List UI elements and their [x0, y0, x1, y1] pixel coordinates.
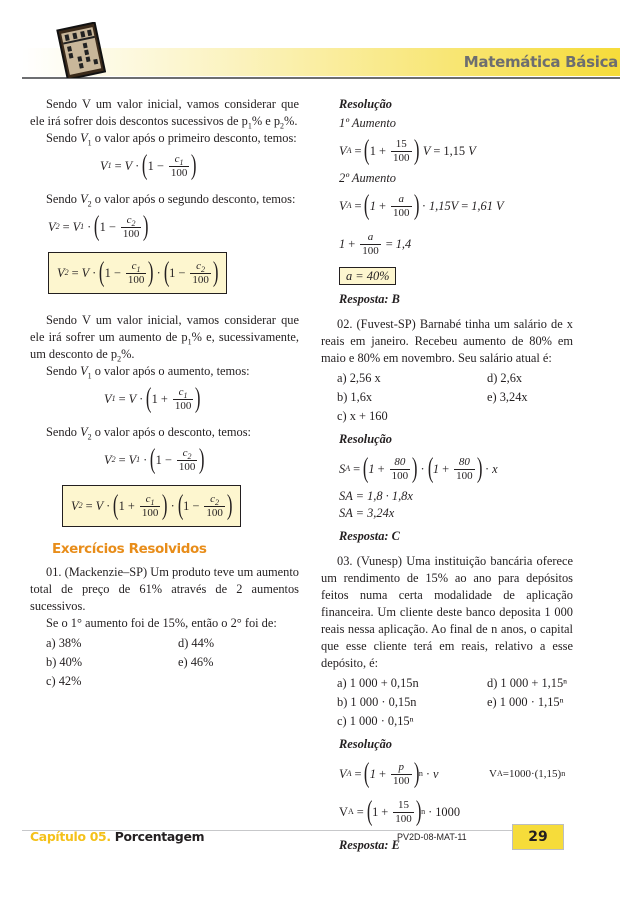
- formula-va-second: V A = ( 1 + $\frac{a}{100}$ ) · 1,15V = 1,61 V: [339, 190, 504, 221]
- footer-code: PV2D-08-MAT-11: [397, 832, 467, 842]
- second-increase-label: 2º Aumento: [339, 171, 396, 185]
- formula-v2-after-discount: V 2 = V 1 · ( 1 − $\frac{c_2}{100}$ ): [104, 444, 205, 475]
- option-c: c) 42%: [46, 674, 82, 688]
- question-02-options: [321, 370, 573, 425]
- formula-va-first: V A = ( 1 + $\frac{15}{100}$ ) V = 1,15 V: [339, 135, 476, 166]
- answer-01: Resposta: B: [339, 292, 400, 306]
- header-title: Matemática Básica: [463, 53, 618, 71]
- formula-v1-discount: V 1 = V · ( 1 − $\frac{c_1}{100}$ ): [100, 150, 197, 181]
- option-d: d) 2,6x: [487, 371, 523, 385]
- answer-02: Resposta: C: [339, 529, 400, 543]
- question-03-options: [321, 675, 573, 730]
- paragraph-two-discounts: Sendo V um valor inicial, vamos considerar que ele irá sofrer dois descontos sucessivos de $p_1\%$ e $p_2\%$.: [30, 97, 299, 131]
- formula-v2-discount: V 2 = V 1 · ( 1 − $\frac{c_2}{100}$ ): [48, 211, 149, 242]
- question-01: 01. (Mackenzie–SP) Um produto teve um aumento total de preço de 61% através de 2 aumentos sucessivos.: [30, 565, 299, 613]
- question-01-options: [30, 635, 299, 690]
- option-b: b) 1,6x: [337, 390, 373, 404]
- paragraph-after-increase: Sendo $V_1$ o valor após o aumento, temos:: [46, 364, 250, 381]
- formula-v1-increase: V 1 = V · ( 1 + $\frac{c_1}{100}$ ): [104, 383, 201, 414]
- boxed-result-increase-discount: V 2 = V · ( 1 + $\frac{c_1}{100}$ ) · ( 1 − $\frac{c_2}{100}$ ): [62, 485, 299, 527]
- sa-step-2: SA = 3,24x: [339, 506, 395, 520]
- option-b: b) 1 000 · 0,15n: [337, 695, 417, 709]
- boxed-result-two-discounts: V 2 = V · ( 1 − $\frac{c_1}{100}$ ) · ( 1 − $\frac{c_2}{100}$ ): [48, 252, 299, 294]
- question-03: 03. (Vunesp) Uma instituição bancária oferece um rendimento de 15% ao ano para depósitos feitos numa certa modalidade de aplicação financeira. Um cliente deste banco deposita 1 000 reais nessa aplicação. Ao final de n anos, o capital que esse cliente terá em reais, relativo a esse depósito, é:: [321, 554, 573, 670]
- formula-sa: S A = ( 1 + $\frac{80}{100}$ ) · ( 1 + $\frac{80}{100}$ ) · x: [339, 453, 498, 484]
- right-column: [321, 96, 573, 856]
- boxed-a-value: a = 40%: [339, 267, 573, 285]
- page-number: 29: [512, 824, 564, 850]
- option-a: a) 2,56 x: [337, 371, 381, 385]
- answer-03: Resposta: E: [339, 838, 400, 852]
- first-increase-label: 1º Aumento: [339, 116, 396, 130]
- option-a: a) 38%: [46, 636, 82, 650]
- option-d: d) 44%: [178, 636, 215, 650]
- header-rule: [22, 77, 620, 79]
- option-b: b) 40%: [46, 655, 83, 669]
- paragraph-increase-discount: Sendo V um valor inicial, vamos considerar que ele irá sofrer um aumento de $p_1\%$ e, sucessivamente, um desconto de $p_2\%$.: [30, 313, 299, 364]
- formula-va-1000: V A = ( 1 + $\frac{15}{100}$ ) n · 1000: [339, 796, 461, 827]
- left-column: [30, 96, 299, 690]
- option-e: e) 3,24x: [487, 390, 528, 404]
- paragraph-second-discount: Sendo $V_2$ o valor após o segundo desconto, temos:: [46, 192, 296, 209]
- paragraph-first-discount: Sendo $V_1$ o valor após o primeiro desconto, temos:: [46, 131, 297, 148]
- formula-va-n-row: V A = ( 1 + $\frac{p}{100}$ ) n · v V A =1000·(1,15) n: [339, 758, 566, 789]
- resolution-label: Resolução: [339, 97, 393, 111]
- resolution-label: Resolução: [339, 432, 393, 446]
- abacus-icon: [56, 22, 106, 78]
- question-02: 02. (Fuvest-SP) Barnabé tinha um salário de x reais em janeiro. Recebeu aumento de 80% em maio e 80% em novembro. Seu salário atual é:: [321, 317, 573, 365]
- option-a: a) 1 000 + 0,15n: [337, 676, 419, 690]
- section-title-exercises: Exercícios Resolvidos: [52, 541, 207, 557]
- question-01-prompt: Se o 1° aumento foi de 15%, então o 2° foi de:: [46, 616, 277, 630]
- resolution-label: Resolução: [339, 737, 393, 751]
- option-c: c) x + 160: [337, 409, 388, 423]
- footer-chapter: Capítulo 05. Porcentagem: [30, 829, 205, 844]
- sa-step-1: SA = 1,8 · 1,8x: [339, 489, 413, 503]
- option-e: e) 1 000 · 1,15ⁿ: [487, 695, 564, 709]
- option-e: e) 46%: [178, 655, 214, 669]
- option-d: d) 1 000 + 1,15ⁿ: [487, 676, 568, 690]
- paragraph-after-discount: Sendo $V_2$ o valor após o desconto, temos:: [46, 425, 251, 442]
- formula-a-solve: 1 + $\frac{a}{100}$ = 1,4: [339, 230, 412, 257]
- option-c: c) 1 000 · 0,15ⁿ: [337, 714, 414, 728]
